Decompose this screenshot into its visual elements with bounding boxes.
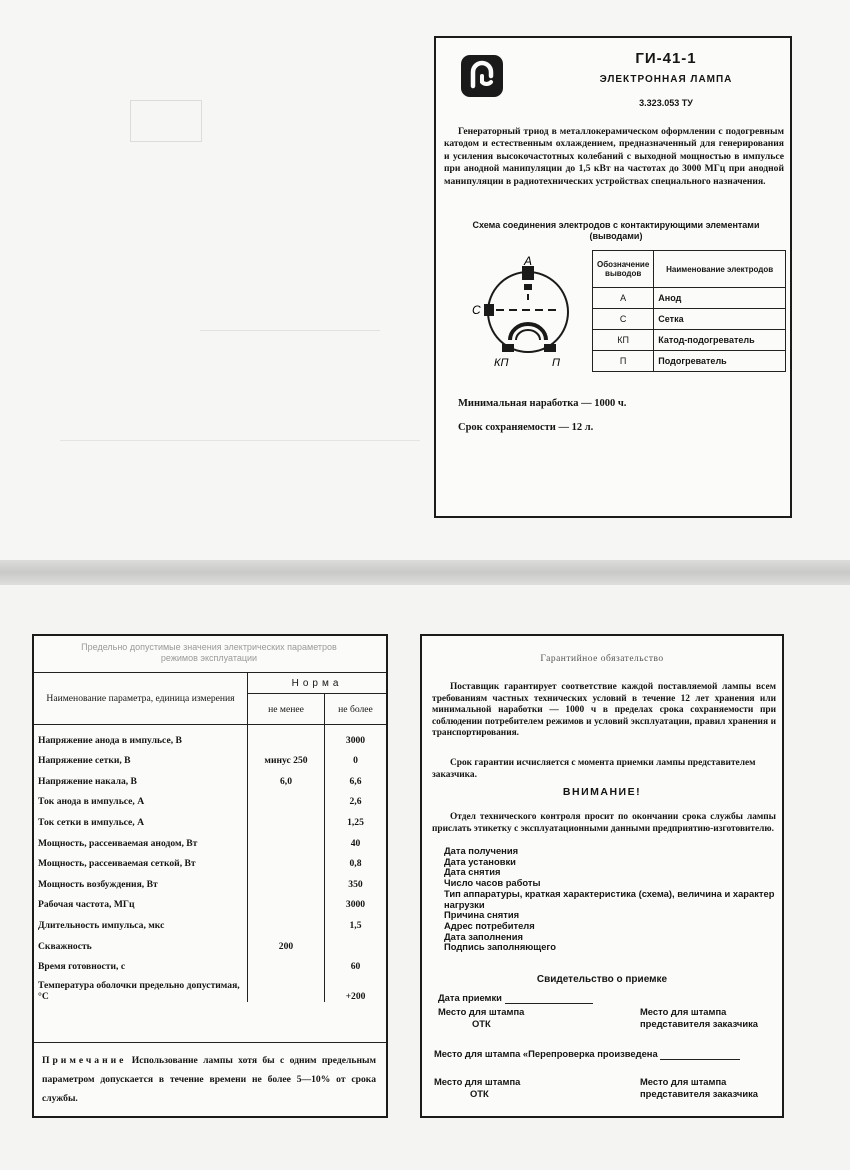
param-max: 0 <box>353 755 358 767</box>
param-name: Время готовности, с <box>34 952 248 973</box>
table-row <box>34 725 386 746</box>
warranty-card <box>420 634 784 1118</box>
table-row <box>34 828 386 849</box>
param-name: Напряжение накала, В <box>34 766 248 787</box>
spec-number: 3.323.053 ТУ <box>639 98 693 108</box>
list-item: Дата установки <box>444 855 516 867</box>
table-row: А Анод <box>593 288 786 309</box>
param-max: 1,25 <box>347 816 364 828</box>
table-row <box>34 766 386 787</box>
param-max: 40 <box>350 837 361 849</box>
list-item: Адрес потребителя <box>444 919 535 931</box>
col-parameter: Наименование параметра, единица измерения <box>34 673 248 725</box>
param-max: +200 <box>345 991 366 1003</box>
table-row <box>34 849 386 870</box>
table-row <box>34 746 386 767</box>
list-item: Дата снятия <box>444 866 501 878</box>
param-max: 350 <box>348 878 363 890</box>
lamp-description: Генераторный триод в металлокерамическом оформлении с подогревным катодом и естественным охлаждением, предназначенный для генерирования и усиления высокочастотных колебаний с выходной мощностью в импульсе при анодной манипуляции до 1,5 кВт на частотах до 3000 МГц при анодной манипуляции в радиотехнических устройствах специального назначения. <box>444 126 784 187</box>
label-heater: П <box>552 357 560 369</box>
parameters-header: Предельно допустимые значения электрических параметров режимов эксплуатации <box>81 642 337 663</box>
param-min <box>248 787 325 808</box>
manufacturer-logo <box>460 54 504 98</box>
param-min <box>248 807 325 828</box>
param-name: Ток анода в импульсе, А <box>34 787 248 808</box>
param-max: 3000 <box>345 899 366 911</box>
passport-card <box>434 36 792 518</box>
stamp-customer-2: Место для штампа представителя заказчика <box>640 1076 758 1099</box>
table-row: КП Катод-подогреватель <box>593 330 786 351</box>
list-item: Подпись заполняющего <box>444 941 556 953</box>
stamp-customer-1: Место для штампа представителя заказчика <box>640 1006 758 1029</box>
label-anode: А <box>524 256 533 268</box>
page-gap <box>0 560 850 585</box>
param-max: 0,8 <box>349 858 362 870</box>
bleed-line <box>200 330 380 331</box>
table-row: С Сетка <box>593 309 786 330</box>
col-max: не более <box>325 694 387 725</box>
param-min <box>248 849 325 870</box>
note-text: Использование лампы хотя бы с одним предельным параметром допускается в течение времени не более 5—10% от срока службы. <box>42 1055 376 1104</box>
param-max: 6,6 <box>349 775 362 787</box>
table-row <box>34 972 386 1002</box>
parameters-table <box>34 672 386 1002</box>
shelf-life: Срок сохраняемости — 12 л. <box>458 422 594 433</box>
note <box>34 1042 386 1108</box>
min-runtime: Минимальная наработка — 1000 ч. <box>458 398 627 409</box>
param-name: Длительность импульса, мкс <box>34 910 248 931</box>
acceptance-title: Свидетельство о приемке <box>536 974 668 985</box>
param-name: Рабочая частота, МГц <box>34 890 248 911</box>
col-min: не менее <box>248 694 325 725</box>
schema-title: Схема соединения электродов с контактирующими элементами (выводами) <box>472 220 760 241</box>
warranty-period: Срок гарантии исчисляется с момента приемки лампы представителем заказчика. <box>432 758 756 780</box>
bleed-line <box>60 440 420 441</box>
table-row <box>34 869 386 890</box>
table-row <box>34 807 386 828</box>
param-max: 2,6 <box>349 796 362 808</box>
pin-col-name: Наименование электродов <box>654 251 786 288</box>
param-min <box>248 910 325 931</box>
param-min <box>248 972 325 1002</box>
pin-table <box>592 250 786 372</box>
param-max: 60 <box>350 961 361 973</box>
param-min: 200 <box>248 931 325 952</box>
label-cathode: КП <box>494 357 509 369</box>
table-row <box>34 931 386 952</box>
pin-col-designation: Обозначение выводов <box>593 251 654 288</box>
stamp-otk-2: Место для штампа ОТК <box>434 1076 521 1099</box>
bleed-mark <box>130 100 202 142</box>
param-min <box>248 828 325 849</box>
param-min <box>248 890 325 911</box>
param-name: Напряжение сетки, В <box>34 746 248 767</box>
warranty-title: Гарантийное обязательство <box>540 654 664 664</box>
attention-heading: ВНИМАНИЕ! <box>562 786 642 798</box>
table-row <box>34 910 386 931</box>
param-name: Ток сетки в импульсе, А <box>34 807 248 828</box>
recheck-blank <box>660 1059 740 1060</box>
stamp-otk-1: Место для штампа ОТК <box>438 1006 525 1029</box>
table-row <box>34 952 386 973</box>
param-max: 3000 <box>345 734 366 746</box>
param-max: 1,5 <box>349 919 362 931</box>
param-name: Мощность, рассеиваемая анодом, Вт <box>34 828 248 849</box>
table-row: П Подогреватель <box>593 351 786 372</box>
param-name: Температура оболочки предельно допустимая, °С <box>34 972 248 1002</box>
list-item: Причина снятия <box>444 909 520 921</box>
param-min: 6,0 <box>248 766 325 787</box>
note-title: Примечание <box>42 1055 127 1066</box>
electrode-diagram <box>472 256 602 374</box>
col-norm: Норма <box>248 673 387 694</box>
lamp-kind: ЭЛЕКТРОННАЯ ЛАМПА <box>599 74 733 85</box>
param-name: Скважность <box>34 931 248 952</box>
param-max <box>325 931 387 952</box>
label-grid: С <box>472 303 481 317</box>
warranty-text: Поставщик гарантирует соответствие каждой поставляемой лампы всем требованиям частных технических условий в течение 12 лет хранения или минимальной наработки — 1000 ч в пределах срока сохраняемости при соблюдении потребителем режимов и условий эксплуатации, правил хранения и транспортирования. <box>432 682 776 739</box>
list-item: Число часов работы <box>444 877 541 889</box>
list-item: Дата получения <box>444 845 519 856</box>
list-item: Дата заполнения <box>444 930 523 942</box>
param-min <box>248 952 325 973</box>
list-item: Тип аппаратуры, краткая характеристика (схема), величина и характер нагрузки <box>444 887 775 910</box>
return-request: Отдел технического контроля просит по окончании срока службы лампы прислать этикетку с эксплуатационными данными предприятию-изготовителю. <box>432 812 776 834</box>
lamp-type: ГИ-41-1 <box>635 50 697 67</box>
accept-date-blank <box>505 1003 593 1004</box>
parameters-card <box>32 634 388 1118</box>
table-row <box>34 787 386 808</box>
param-min <box>248 725 325 746</box>
param-name: Мощность возбуждения, Вт <box>34 869 248 890</box>
label-fields-list <box>444 846 780 953</box>
accept-date-line: Дата приемки <box>438 992 593 1004</box>
param-min: минус 250 <box>248 746 325 767</box>
table-row <box>34 890 386 911</box>
param-name: Напряжение анода в импульсе, В <box>34 725 248 746</box>
recheck-line: Место для штампа «Перепроверка произведена <box>434 1048 780 1060</box>
param-min <box>248 869 325 890</box>
param-name: Мощность, рассеиваемая сеткой, Вт <box>34 849 248 870</box>
